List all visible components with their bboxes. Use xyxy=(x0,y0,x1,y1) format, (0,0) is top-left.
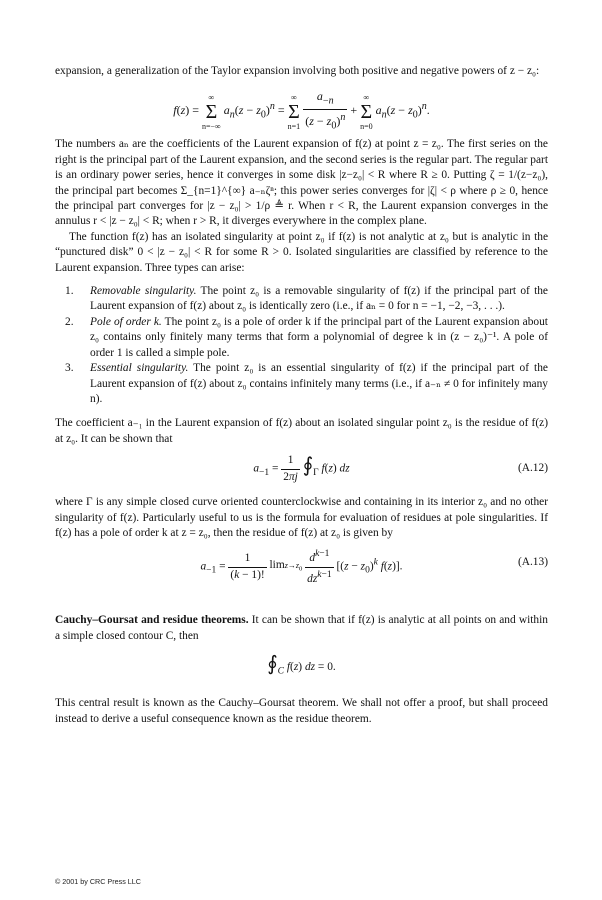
equation-cauchy-goursat: $∮_C$ f(z) dz = 0. xyxy=(267,653,336,677)
paragraph-cauchy-goursat: Cauchy–Goursat and residue theorems. It can be shown that if f(z) is analytic at all points on and within a simple closed contour C, then xyxy=(55,614,548,642)
paragraph-isolated-singularity: The function f(z) has an isolated singularity at point z₀ if f(z) is not analytic at z₀ but is analytic in the “punctured disk” 0 < |z − z₀| < R for some R > 0. Isolated singularities are classified by reference to the Laurent expansion. Three types can arise: xyxy=(55,230,548,274)
equation-a12: $a_{-1}$ = $\frac{1}{2\pi j}$ $∮_\Gamma$ f(z) dz (A.12) xyxy=(253,454,548,483)
equation-laurent: f(z) = ∞ Σ n=−∞ $a_n(z - z_0)^n$ = ∞ Σ n=1 $\frac{a_{-n}}{(z - z_0)^n}$ + ∞ Σ n=0 $a_n(z - z_0)^n$. xyxy=(173,89,430,132)
page-body xyxy=(55,64,548,727)
copyright-footer: © 2001 by CRC Press LLC xyxy=(55,877,141,886)
paragraph-laurent-coefficients: The numbers aₙ are the coefficients of the Laurent expansion of f(z) at point z = z₀. The first series on the right is the principal part of the Laurent expansion, and the second series is the regular part. The regular part is an ordinary power series, hence it converges in some disk |z−z₀| < R where R ≥ 0. Putting ζ = 1/(z−z₀), the principal part becomes Σ_{n=1}^{∞} a₋ₙζⁿ; this power series converges for |ζ| < ρ where ρ ≥ 0, hence the principal part converges for |z − z₀| > 1/ρ ≜ r. When r < R, the Laurent expansion converges in the annulus r < |z − z₀| < R; when r > R, it diverges everywhere in the complex plane. xyxy=(55,138,548,228)
paragraph-conclusion: This central result is known as the Cauchy–Goursat theorem. We shall not offer a proof, but shall proceed instead to derive a useful consequence known as the residue theorem. xyxy=(55,697,548,725)
equation-number: (A.12) xyxy=(517,462,548,475)
list-item: 2. Pole of order k. The point z₀ is a pole of order k if the principal part of the Laurent expansion about z₀ contains only finitely many terms that form a polynomial of degree k in (z − z₀)⁻¹. A pole of order 1 is called a simple pole. xyxy=(65,315,548,359)
equation-a13: $a_{-1}$ = $\frac{1}{(k - 1)!}$ $\lim z\to z_0$ $\frac{d^{k-1}}{dz^{k-1}}$ [$(z - z_0)^k$ f(z)]. (A.13) xyxy=(200,549,548,585)
list-item: 1. Removable singularity. The point z₀ is a removable singularity of f(z) if the principal part of the Laurent expansion of f(z) about z₀ is identically zero (i.e., if aₙ = 0 for n = −1, −2, −3, . . .). xyxy=(65,285,548,313)
paragraph-intro: expansion, a generalization of the Taylor expansion involving both positive and negative powers of z − z₀: xyxy=(55,65,540,77)
singularity-types-list xyxy=(55,284,548,407)
paragraph-residue: The coefficient a₋₁ in the Laurent expansion of f(z) about an isolated singular point z₀ is the residue of f(z) at z₀. It can be shown that xyxy=(55,417,548,445)
section-heading: Cauchy–Goursat and residue theorems. xyxy=(55,614,249,627)
paragraph-residue-formula: where Γ is any simple closed curve oriented counterclockwise and containing in its interior z₀ and no other singularity of f(z). Particularly useful to us is the formula for evaluation of residues at pole singularities. If f(z) has a pole of order k at z = z₀, then the residue of f(z) at z₀ is given by xyxy=(55,496,548,539)
equation-number: (A.13) xyxy=(517,556,548,569)
list-item: 3. Essential singularity. The point z₀ is an essential singularity of f(z) if the principal part of the Laurent expansion of f(z) about z₀ contains infinitely many terms (i.e., if a₋ₙ ≠ 0 for infinitely many n). xyxy=(65,362,548,405)
